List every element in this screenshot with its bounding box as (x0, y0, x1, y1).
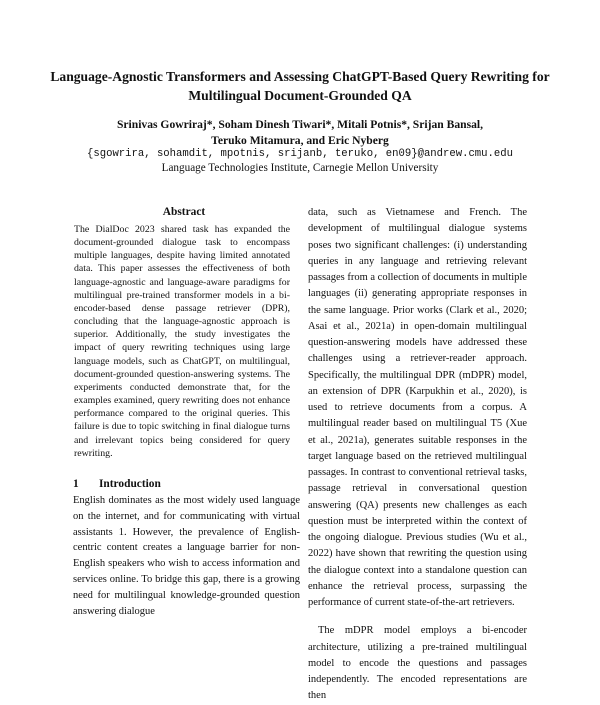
right-paragraph-1: data, such as Vietnamese and French. The development of multilingual dialogue systems poses two significant challenges: (i) understanding queries in any language and retrieving relevant passages from a collection of documents in multiple languages (ii) generating appropriate responses in the same language. Prior works (Clark et al., 2020; Asai et al., 2021a) in open-domain multilingual question-answering models have addressed these challenges using a retriever-reader approach. Specifically, the multilingual DPR (mDPR) model, an extension of DPR (Karpukhin et al., 2020), is used to retrieve documents from a corpus. A multilingual reader based on multilingual T5 (Xue et al., 2021a), generates suitable responses in the target language based on the retrieved multilingual passages. In contrast to conventional retrieval tasks, passage retrieval in conversational question answering (QA) presents new challenges as each question must be interpreted within the context of the ongoing dialogue. Previous studies (Wu et al., 2022) have shown that rewriting the question using the dialogue context into a standalone question can enhance the retrieval process, surpassing the performance of current state-of-the-art retrievers. (308, 207, 527, 608)
right-paragraph-2: The mDPR model employs a bi-encoder architecture, utilizing a pre-trained multilingual model to encode the questions and passages independently. The encoded representations are then (308, 625, 527, 702)
abstract-heading: Abstract (162, 206, 206, 218)
abstract-body (74, 223, 290, 460)
authors-line-2: Teruko Mitamura, and Eric Nyberg (211, 134, 389, 147)
section-heading-introduction (73, 477, 161, 491)
author-emails: {sgowrira, sohamdit, mpotnis, srijanb, teruko, en09}@andrew.cmu.edu (87, 148, 513, 160)
introduction-body (73, 493, 300, 619)
abstract-text: The DialDoc 2023 shared task has expanded the document-grounded dialogue task to encompass multiple languages, despite having limited annotated data. This paper assesses the effectiveness of both language-agnostic and language-aware paradigms for multilingual pre-trained transformer models in a bi-encoder-based dense passage retriever (DPR), concluding that the language-agnostic approach is superior. Additionally, the study investigates the impact of query rewriting techniques using large language models, such as ChatGPT, on multilingual, document-grounded question-answering systems. The experiments conducted demonstrate that, for the examples examined, query rewriting does not enhance performance compared to the original queries. This failure is due to topic switching in final dialogue turns and irrelevant topics being considered for query rewriting. (74, 224, 290, 459)
author-list (40, 117, 560, 149)
introduction-text: English dominates as the most widely used language on the internet, and for communicating with virtual assistants 1. However, the prevalence of English-centric content creates a language barrier for non-English speakers who wish to access information and services online. To bridge this gap, there is a growing need for multilingual knowledge-grounded question answering dialogue (73, 495, 300, 617)
affiliation: Language Technologies Institute, Carnegie Mellon University (161, 162, 439, 174)
section-number: 1 (73, 478, 79, 490)
paper-title: Language-Agnostic Transformers and Assessing ChatGPT-Based Query Rewriting for Multilingual Document-Grounded QA (50, 69, 550, 103)
right-column (308, 205, 527, 705)
authors-line-1: Srinivas Gowriraj*, Soham Dinesh Tiwari*, Mitali Potnis*, Srijan Bansal, (116, 118, 484, 131)
section-title: Introduction (99, 478, 161, 490)
